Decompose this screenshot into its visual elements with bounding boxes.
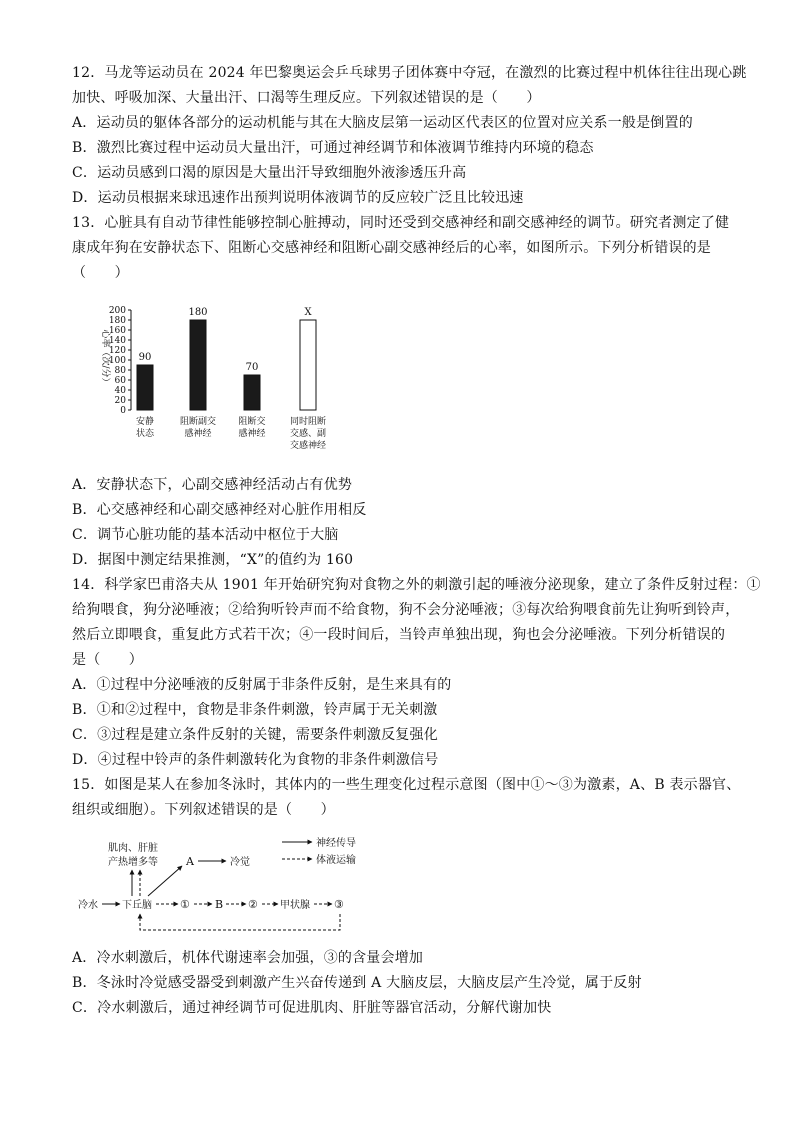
q12-stem-line-1: 12．马龙等运动员在 2024 年巴黎奥运会乒乓球男子团体赛中夺冠，在激烈的比赛过程中机体往往出现心跳 <box>72 65 747 81</box>
q14-option-b: B．①和②过程中，食物是非条件刺激，铃声属于无关刺激 <box>72 702 438 718</box>
x-category-label: 同时阻断 <box>289 417 327 427</box>
q12-stem-line-2: 加快、呼吸加深、大量出汗、口渴等生理反应。下列叙述错误的是（ ） <box>72 90 541 106</box>
q12-option-d: D．运动员根据来球迅速作出预判说明体液调节的反应较广泛且比较迅速 <box>72 190 524 206</box>
muscle-liver-label-1: 肌肉、肝脏 <box>108 843 158 854</box>
q14-option-a: A．①过程中分泌唾液的反射属于非条件反射，是生来具有的 <box>72 677 452 693</box>
q15-option-a: A．冷水刺激后，机体代谢速率会加强，③的含量会增加 <box>72 950 424 966</box>
q15-option-c: C．冷水刺激后，通过神经调节可促进肌肉、肝脏等器官活动，分解代谢加快 <box>72 1000 552 1016</box>
q12-option-b: B．激烈比赛过程中运动员大量出汗，可通过神经调节和体液调节维持内环境的稳态 <box>72 140 594 156</box>
y-tick-label: 40 <box>114 386 126 396</box>
q12-option-c: C．运动员感到口渴的原因是大量出汗导致细胞外液渗透压升高 <box>72 165 467 181</box>
bar-2 <box>190 320 206 410</box>
cold-water-label: 冷水 <box>78 900 98 911</box>
q13-option-b: B．心交感神经和心副交感神经对心脏作用相反 <box>72 502 367 518</box>
y-axis-title: 心率（次/分） <box>100 329 110 387</box>
data-labels <box>139 307 313 373</box>
heart-rate-bar-chart <box>95 298 355 458</box>
q13-stem-line-2: 康成年狗在安静状态下、阻断心交感神经和阻断心副交感神经后的心率，如图所示。下列分析错误的是 <box>72 240 711 256</box>
heart-rate-chart-svg <box>95 298 355 458</box>
y-tick-label: 200 <box>108 306 126 316</box>
y-tick-label: 20 <box>114 396 126 406</box>
bar-value-label: 90 <box>138 352 152 363</box>
q13-stem-line-3: （ ） <box>72 265 129 281</box>
y-tick-label: 60 <box>114 376 126 386</box>
bar-1 <box>137 365 153 410</box>
q13-option-d: D．据图中测定结果推测，“X”的值约为 160 <box>72 552 354 568</box>
y-tick-label: 160 <box>108 326 126 336</box>
bar-3 <box>244 375 260 410</box>
x-category-label: 感神经 <box>184 429 212 439</box>
hypothalamus-label: 下丘脑 <box>122 900 152 911</box>
x-category-label: 安静 <box>135 417 155 427</box>
q14-stem-line-2: 给狗喂食，狗分泌唾液；②给狗听铃声而不给食物，狗不会分泌唾液；③每次给狗喂食前先让狗听到铃声， <box>72 602 740 618</box>
q12-option-a: A．运动员的躯体各部分的运动机能与其在大脑皮层第一运动区代表区的位置对应关系一般是倒置的 <box>72 115 693 131</box>
q13-stem-line-1: 13．心脏具有自动节律性能够控制心脏搏动，同时还受到交感神经和副交感神经的调节。研究者测定了健 <box>72 215 730 231</box>
legend-humoral-label: 体液运输 <box>316 855 356 866</box>
x-category-label: 阻断交 <box>238 417 266 427</box>
q13-option-a: A．安静状态下，心副交感神经活动占有优势 <box>72 477 353 493</box>
q14-stem-line-3: 然后立即喂食，重复此方式若干次；④一段时间后，当铃声单独出现，狗也会分泌唾液。下列分析错误的 <box>72 627 726 643</box>
q13-option-c: C．调节心脏功能的基本活动中枢位于大脑 <box>72 527 339 543</box>
y-tick-label: 120 <box>108 346 126 356</box>
regulation-diagram-svg <box>74 832 374 944</box>
y-tick-label: 140 <box>108 336 126 346</box>
x-category-label: 阻断副交 <box>179 417 217 427</box>
bar-value-label: 180 <box>188 307 208 318</box>
cold-swim-regulation-diagram <box>74 832 374 944</box>
bar-value-label: X <box>304 307 312 318</box>
y-tick-label: 0 <box>120 406 126 416</box>
hormone-3-label: ③ <box>334 898 344 911</box>
bar-4 <box>300 320 316 410</box>
node-a: A <box>186 855 194 868</box>
x-category-label: 交感、副 <box>289 429 327 439</box>
q14-stem-line-1: 14．科学家巴甫洛夫从 1901 年开始研究狗对食物之外的刺激引起的唾液分泌现象，建立了条件反射过程：① <box>72 577 761 593</box>
hormone-1-label: ① <box>180 898 190 911</box>
bars <box>137 320 316 410</box>
node-b: B <box>215 898 224 911</box>
q15-option-b: B．冬泳时冷觉感受器受到刺激产生兴奋传递到 A 大脑皮层，大脑皮层产生冷觉，属于反射 <box>72 975 642 991</box>
feedback-dashed-loop <box>140 914 340 930</box>
q14-option-d: D．④过程中铃声的条件刺激转化为食物的非条件刺激信号 <box>72 752 439 768</box>
muscle-liver-label-2: 产热增多等 <box>108 857 158 868</box>
x-category-label: 感神经 <box>238 429 266 439</box>
x-category-label: 交感神经 <box>289 441 327 451</box>
q14-option-c: C．③过程是建立条件反射的关键，需要条件刺激反复强化 <box>72 727 438 743</box>
thyroid-label: 甲状腺 <box>280 900 310 911</box>
cold-sense-label: 冷觉 <box>230 857 250 868</box>
arrow-hypothalamus-to-a <box>148 866 182 896</box>
y-axis <box>109 306 131 416</box>
legend-nerve-label: 神经传导 <box>316 838 356 849</box>
q15-stem-line-2: 组织或细胞）。下列叙述错误的是（ ） <box>72 802 335 818</box>
bar-value-label: 70 <box>245 362 259 373</box>
y-tick-label: 80 <box>114 366 126 376</box>
y-tick-label: 100 <box>108 356 126 366</box>
y-tick-label: 180 <box>108 316 126 326</box>
q15-stem-line-1: 15．如图是某人在参加冬泳时，其体内的一些生理变化过程示意图（图中①～③为激素，A、B 表示器官、 <box>72 777 741 793</box>
x-axis-categories <box>136 415 326 451</box>
x-category-label: 状态 <box>135 429 155 439</box>
q14-stem-line-4: 是（ ） <box>72 652 143 668</box>
hormone-2-label: ② <box>248 898 258 911</box>
